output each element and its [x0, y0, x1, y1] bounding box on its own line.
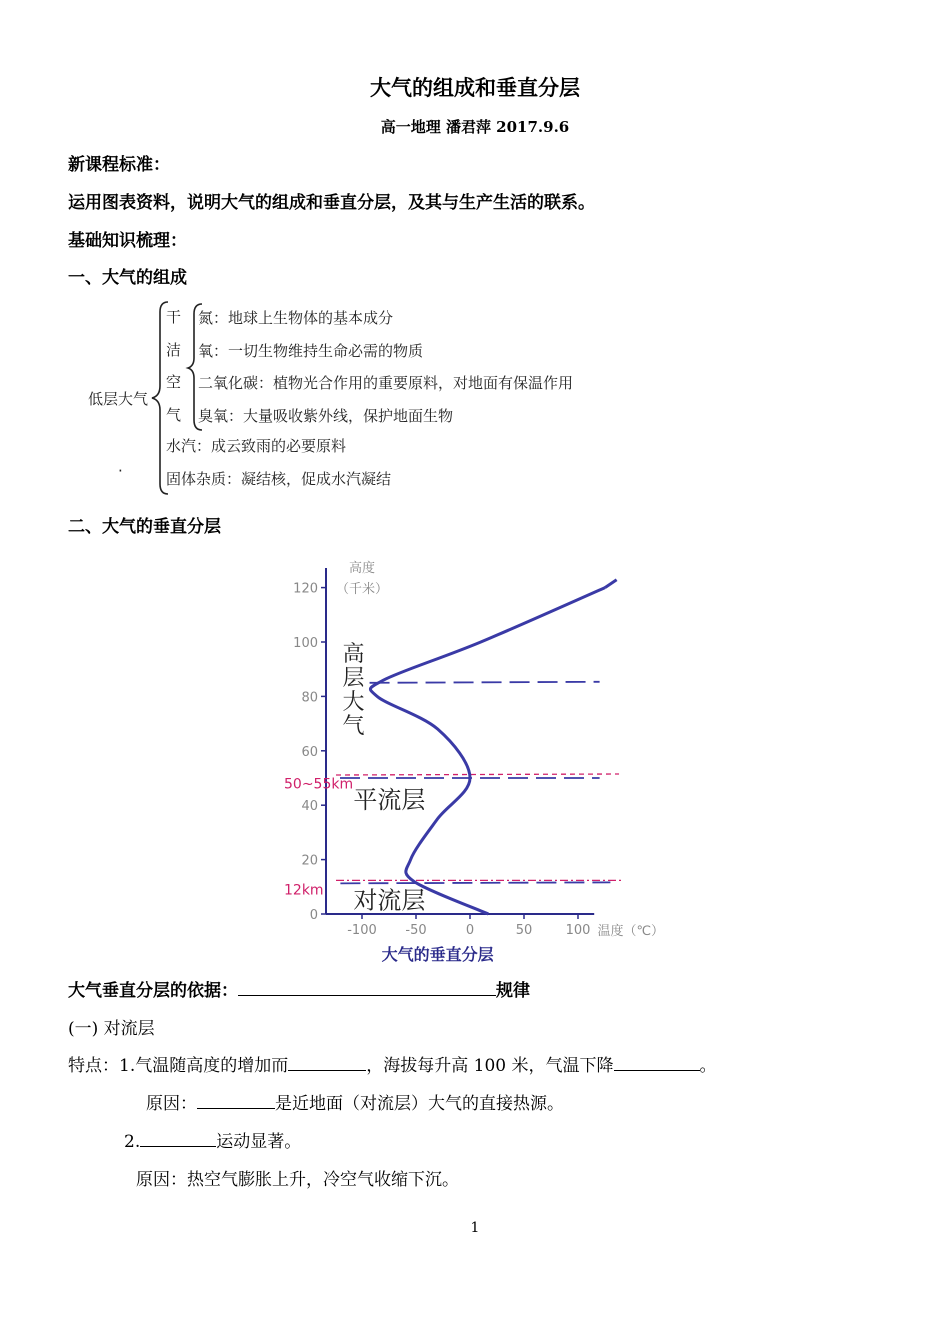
high-atmosphere-label: 气 [342, 714, 365, 740]
reason1-blank[interactable] [197, 1092, 275, 1109]
temperature-curve-extension [605, 577, 621, 588]
y-tick-label: 40 [301, 799, 318, 815]
high-atmosphere-label: 高 [342, 642, 365, 668]
feature1-end: 。 [699, 1056, 717, 1076]
curriculum-heading: 新课程标准： [68, 155, 170, 175]
component-solid-impurities: 固体杂质：凝结核，促成水汽凝结 [166, 470, 392, 488]
feature2-line [124, 1127, 301, 1152]
feature1-prefix: 特点：1.气温随高度的增加而 [68, 1056, 289, 1076]
feature2-prefix: 2. [124, 1132, 141, 1152]
x-tick-label: -50 [405, 923, 427, 938]
dry-air-char-1: 干 [166, 308, 182, 326]
feature1-blank-a[interactable] [288, 1054, 366, 1071]
basis-prefix: 大气垂直分层的依据： [68, 981, 238, 1001]
tropopause-blue-line [340, 882, 610, 883]
y-tick-label: 100 [293, 636, 318, 651]
component-co2: 二氧化碳：植物光合作用的重要原料，对地面有保温作用 [198, 374, 574, 392]
troposphere-subheading: (一) 对流层 [68, 1019, 155, 1039]
reason2-line: 原因：热空气膨胀上升，冷空气收缩下沉。 [136, 1170, 459, 1190]
x-axis-label: 温度（℃） [597, 924, 665, 939]
curriculum-text: 运用图表资料，说明大气的组成和垂直分层，及其与生产生活的联系。 [68, 193, 595, 213]
page-number: 1 [470, 1220, 480, 1236]
stray-mark: · [118, 462, 123, 480]
x-tick-label: 50 [515, 923, 533, 938]
boundary-50-label: 50~55km [284, 776, 354, 793]
reason1-suffix: 是近地面（对流层）大气的直接热源。 [275, 1094, 564, 1114]
component-nitrogen: 氮：地球上生物体的基本成分 [198, 309, 394, 327]
y-tick-label: 20 [301, 853, 318, 869]
component-ozone: 臭氧：大量吸收紫外线，保护地面生物 [198, 407, 454, 425]
y-axis-unit: （千米） [335, 582, 389, 597]
temperature-curve [370, 588, 605, 914]
composition-root: 低层大气 [88, 390, 149, 408]
x-tick-label: 100 [565, 923, 591, 938]
feature1-blank-b[interactable] [614, 1054, 700, 1071]
document-title: 大气的组成和垂直分层 [370, 75, 580, 100]
y-axis-label: 高度 [348, 561, 376, 576]
y-tick-label: 80 [301, 690, 318, 706]
feature1-mid: ，海拔每升高 100 米，气温下降 [366, 1056, 614, 1076]
x-tick-label: -100 [347, 923, 377, 938]
chart-title: 大气的垂直分层 [381, 945, 494, 964]
section-layers-heading: 二、大气的垂直分层 [68, 517, 221, 537]
high-atmosphere-label: 大 [342, 690, 365, 716]
troposphere-label: 对流层 [353, 886, 426, 915]
feature2-suffix: 运动显著。 [216, 1132, 302, 1152]
y-tick-label: 120 [293, 581, 318, 597]
high-atmosphere-label: 层 [342, 666, 365, 692]
feature1-line [68, 1051, 717, 1076]
basics-heading: 基础知识梳理： [68, 231, 187, 251]
dry-air-char-4: 气 [166, 406, 182, 424]
boundary-12-label: 12km [284, 882, 324, 899]
y-tick-label: 60 [301, 744, 318, 760]
mesopause-line [370, 682, 600, 683]
basis-blank[interactable] [238, 979, 496, 996]
reason1-line [146, 1089, 564, 1114]
document-subtitle: 高一地理 潘君萍 2017.9.6 [380, 118, 570, 136]
reason1-prefix: 原因： [146, 1094, 197, 1114]
component-water-vapor: 水汽：成云致雨的必要原料 [166, 437, 347, 455]
stratopause-red-line [336, 774, 619, 775]
y-tick-label: 0 [309, 908, 318, 923]
dry-air-char-3: 空 [166, 373, 182, 391]
basis-line [68, 976, 530, 1001]
stratosphere-label: 平流层 [353, 785, 426, 814]
section-composition-heading: 一、大气的组成 [68, 268, 187, 288]
x-tick-label: 0 [465, 923, 475, 938]
feature2-blank[interactable] [140, 1130, 216, 1147]
basis-suffix: 规律 [496, 981, 530, 1001]
vertical-layers-chart [270, 548, 690, 968]
dry-air-char-2: 洁 [166, 341, 182, 359]
component-oxygen: 氧：一切生物维持生命必需的物质 [198, 342, 424, 360]
